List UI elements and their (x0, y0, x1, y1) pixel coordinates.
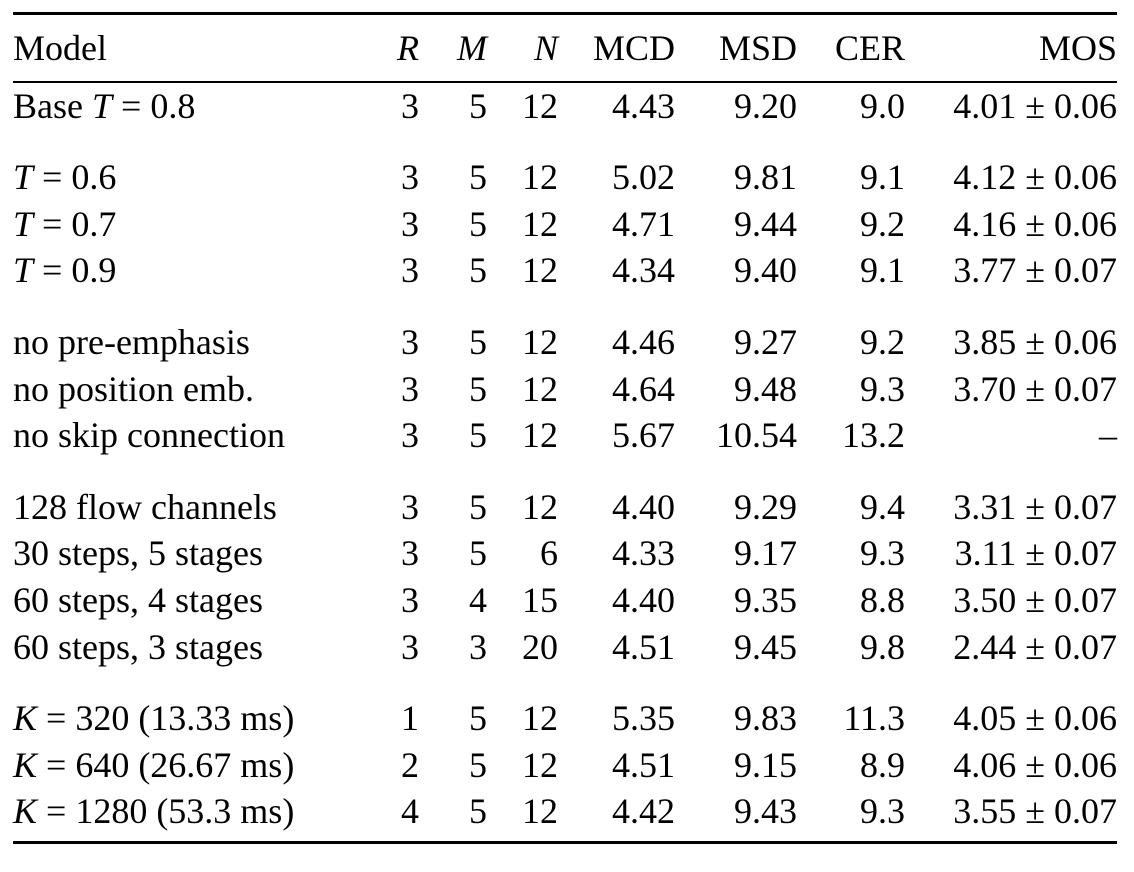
cell-cer: 9.1 (860, 250, 905, 291)
cell-model: K = 1280 (53.3 ms) (13, 791, 295, 832)
cell-mcd: 4.71 (612, 203, 675, 244)
cell-n: 15 (522, 579, 558, 620)
cell-mos: 3.70 ± 0.07 (953, 368, 1117, 409)
table-row (13, 624, 1117, 671)
cell-cer: 9.3 (860, 368, 905, 409)
cell-m: 5 (469, 698, 487, 739)
cell-mos: 3.31 ± 0.07 (953, 486, 1117, 527)
cell-m: 5 (469, 533, 487, 574)
cell-cer: 9.2 (860, 203, 905, 244)
cell-mos: 4.06 ± 0.06 (953, 744, 1117, 785)
cell-msd: 9.48 (734, 368, 797, 409)
cell-r: 3 (401, 250, 419, 291)
cell-r: 3 (401, 368, 419, 409)
cell-mos: 3.85 ± 0.06 (953, 321, 1117, 362)
header-msd: MSD (718, 28, 797, 68)
cell-r: 3 (401, 321, 419, 362)
header-m: M (457, 28, 487, 68)
cell-n: 12 (522, 744, 558, 785)
cell-m: 4 (469, 579, 487, 620)
cell-n: 12 (522, 203, 558, 244)
cell-model: 128 flow channels (13, 486, 277, 527)
cell-model: K = 320 (13.33 ms) (13, 698, 295, 739)
cell-r: 3 (401, 203, 419, 244)
table-row (13, 83, 1117, 130)
header-mcd: MCD (592, 28, 675, 68)
cell-cer: 9.8 (860, 626, 905, 667)
table-row (13, 742, 1117, 789)
cell-mos: 4.01 ± 0.06 (953, 85, 1117, 126)
cell-mcd: 4.40 (612, 486, 675, 527)
cell-mos: 3.77 ± 0.07 (953, 250, 1117, 291)
table-row (13, 577, 1117, 624)
math-variable: K (13, 791, 38, 832)
cell-cer: 9.3 (860, 791, 905, 832)
math-variable: T (91, 85, 113, 126)
cell-r: 2 (401, 744, 419, 785)
table-row (13, 788, 1117, 841)
results-table (13, 15, 1117, 81)
cell-msd: 9.20 (734, 85, 797, 126)
cell-m: 5 (469, 368, 487, 409)
cell-msd: 9.44 (734, 203, 797, 244)
cell-n: 12 (522, 250, 558, 291)
table-row (13, 366, 1117, 413)
cell-model: no pre-emphasis (13, 321, 250, 362)
math-variable: T (13, 203, 34, 244)
math-variable: T (13, 250, 34, 291)
cell-n: 6 (540, 533, 558, 574)
cell-mcd: 5.67 (612, 415, 675, 456)
header-model: Model (13, 28, 107, 68)
cell-msd: 9.27 (734, 321, 797, 362)
cell-m: 5 (469, 791, 487, 832)
cell-mos: 3.50 ± 0.07 (953, 579, 1117, 620)
cell-m: 5 (469, 321, 487, 362)
cell-cer: 8.9 (860, 744, 905, 785)
math-variable: K (13, 698, 38, 739)
cell-mcd: 4.43 (612, 85, 675, 126)
cell-mos: 3.11 ± 0.07 (954, 533, 1117, 574)
cell-m: 5 (469, 250, 487, 291)
header-row (13, 15, 1117, 81)
cell-n: 12 (522, 368, 558, 409)
cell-model: no skip connection (13, 415, 285, 456)
cell-mcd: 4.42 (612, 791, 675, 832)
cell-n: 12 (522, 321, 558, 362)
cell-m: 5 (469, 85, 487, 126)
cell-model: Base T = 0.8 (13, 85, 196, 126)
results-table-container (13, 12, 1117, 844)
cell-cer: 9.4 (860, 486, 905, 527)
cell-mos: 4.05 ± 0.06 (953, 698, 1117, 739)
table-row (13, 530, 1117, 577)
cell-cer: 11.3 (843, 698, 905, 739)
cell-mcd: 4.40 (612, 579, 675, 620)
table-row (13, 670, 1117, 742)
cell-m: 5 (469, 157, 487, 198)
cell-msd: 9.83 (734, 698, 797, 739)
cell-mcd: 4.46 (612, 321, 675, 362)
cell-mos: 2.44 ± 0.07 (953, 626, 1117, 667)
cell-r: 4 (401, 791, 419, 832)
cell-model: T = 0.7 (13, 203, 117, 244)
cell-msd: 9.29 (734, 486, 797, 527)
table-row (13, 459, 1117, 531)
cell-msd: 9.17 (734, 533, 797, 574)
cell-r: 3 (401, 85, 419, 126)
cell-cer: 13.2 (842, 415, 905, 456)
cell-r: 3 (401, 157, 419, 198)
cell-mcd: 4.33 (612, 533, 675, 574)
cell-mcd: 5.35 (612, 698, 675, 739)
cell-r: 3 (401, 579, 419, 620)
table-row (13, 247, 1117, 294)
cell-model: 60 steps, 4 stages (13, 579, 263, 620)
cell-n: 12 (522, 415, 558, 456)
cell-cer: 9.0 (860, 85, 905, 126)
cell-msd: 10.54 (716, 415, 797, 456)
header-cer: CER (834, 28, 905, 68)
cell-m: 5 (469, 486, 487, 527)
cell-r: 3 (401, 486, 419, 527)
cell-msd: 9.81 (734, 157, 797, 198)
cell-n: 12 (522, 85, 558, 126)
cell-model: no position emb. (13, 368, 254, 409)
cell-cer: 9.1 (860, 157, 905, 198)
cell-mcd: 4.51 (612, 744, 675, 785)
cell-r: 1 (401, 698, 419, 739)
cell-n: 12 (522, 157, 558, 198)
cell-mos: 4.12 ± 0.06 (953, 157, 1117, 198)
math-variable: K (13, 744, 38, 785)
cell-model: T = 0.6 (13, 157, 117, 198)
cell-mos: 4.16 ± 0.06 (953, 203, 1117, 244)
cell-m: 5 (469, 203, 487, 244)
cell-model: 60 steps, 3 stages (13, 626, 263, 667)
header-mos: MOS (1038, 28, 1117, 68)
cell-mcd: 4.51 (612, 626, 675, 667)
cell-r: 3 (401, 415, 419, 456)
cell-m: 5 (469, 415, 487, 456)
cell-n: 12 (522, 486, 558, 527)
cell-mcd: 4.64 (612, 368, 675, 409)
bottom-rule (13, 841, 1117, 844)
header-r: R (397, 28, 419, 68)
cell-msd: 9.40 (734, 250, 797, 291)
results-table-body (13, 83, 1117, 841)
header-n: N (533, 28, 558, 68)
cell-msd: 9.45 (734, 626, 797, 667)
cell-model: K = 640 (26.67 ms) (13, 744, 295, 785)
cell-n: 12 (522, 791, 558, 832)
cell-model: 30 steps, 5 stages (13, 533, 263, 574)
cell-mos: 3.55 ± 0.07 (953, 791, 1117, 832)
cell-cer: 9.3 (860, 533, 905, 574)
cell-mcd: 5.02 (612, 157, 675, 198)
cell-r: 3 (401, 626, 419, 667)
cell-cer: 8.8 (860, 579, 905, 620)
cell-mos: – (1099, 415, 1117, 456)
cell-cer: 9.2 (860, 321, 905, 362)
table-row (13, 412, 1117, 459)
cell-msd: 9.35 (734, 579, 797, 620)
math-variable: T (13, 157, 34, 198)
table-row (13, 294, 1117, 366)
cell-m: 3 (469, 626, 487, 667)
cell-m: 5 (469, 744, 487, 785)
cell-msd: 9.15 (734, 744, 797, 785)
cell-model: T = 0.9 (13, 250, 117, 291)
cell-n: 20 (522, 626, 558, 667)
cell-mcd: 4.34 (612, 250, 675, 291)
cell-r: 3 (401, 533, 419, 574)
table-row (13, 129, 1117, 201)
cell-n: 12 (522, 698, 558, 739)
table-row (13, 201, 1117, 248)
cell-msd: 9.43 (734, 791, 797, 832)
